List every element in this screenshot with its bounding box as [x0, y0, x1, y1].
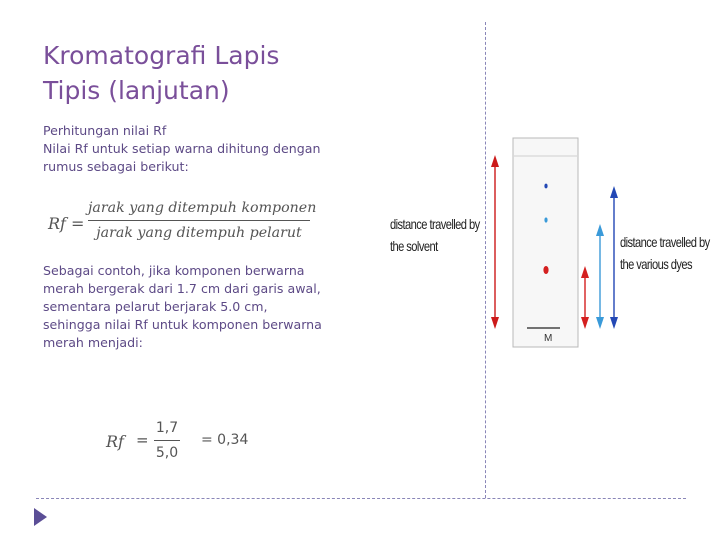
calc-fraction-bar — [154, 440, 180, 441]
light-blue-dye-arrow-head-top — [596, 224, 604, 236]
tlc-plate — [513, 138, 578, 347]
slide-title: Kromatografi Lapis Tipis (lanjutan) — [43, 41, 280, 105]
formula-numerator: jarak yang ditempuh komponen — [88, 200, 317, 216]
horizontal-guide-line — [36, 498, 686, 499]
calc-result: = 0,34 — [201, 432, 249, 448]
formula-fraction — [88, 198, 317, 243]
calc-denominator: 5,0 — [155, 445, 179, 461]
solvent-arrow-head-top — [491, 155, 499, 167]
dark-blue-dye-spot — [544, 184, 547, 189]
red-dye-arrow-head-bottom — [581, 317, 589, 329]
dark-blue-dye-arrow-head-bottom — [610, 317, 618, 329]
calc-numerator: 1,7 — [155, 420, 179, 436]
formula-lhs: Rf = — [48, 214, 85, 233]
intro-line-heading: Perhitungan nilai Rf — [43, 123, 167, 138]
dark-blue-dye-arrow-head-top — [610, 186, 618, 198]
dyes-label-line1: distance travelled by — [620, 235, 710, 250]
plate-mark-label: M — [544, 333, 553, 344]
next-slide-arrow-icon[interactable] — [34, 508, 47, 526]
solvent-arrow-head-bottom — [491, 317, 499, 329]
red-dye-arrow-head-top — [581, 266, 589, 278]
rf-formula — [46, 196, 316, 252]
dyes-label-line2: the various dyes — [620, 257, 692, 272]
tlc-diagram — [384, 136, 720, 352]
dyes-distance-label — [620, 232, 710, 276]
formula-denominator: jarak yang ditempuh pelarut — [96, 225, 302, 241]
fraction-bar — [88, 220, 310, 221]
solvent-distance-label — [390, 214, 480, 258]
light-blue-dye-arrow-head-bottom — [596, 317, 604, 329]
example-text: Sebagai contoh, jika komponen berwarna merah bergerak dari 1.7 cm dari garis awal, sementara pelarut berjarak 5.0 cm, sehingga nilai Rf untuk komponen berwarna merah menjadi: — [43, 263, 322, 350]
solvent-label-line1: distance travelled by — [390, 217, 480, 232]
intro-text — [43, 122, 328, 176]
calc-fraction — [154, 418, 180, 463]
calc-lhs: Rf — [106, 432, 124, 451]
calc-equals: = — [136, 431, 149, 449]
solvent-label-line2: the solvent — [390, 239, 438, 254]
intro-line-description: Nilai Rf untuk setiap warna dihitung dengan rumus sebagai berikut: — [43, 141, 321, 174]
light-blue-dye-spot — [544, 217, 547, 222]
rf-calculation — [106, 418, 256, 466]
red-dye-spot — [543, 266, 548, 274]
